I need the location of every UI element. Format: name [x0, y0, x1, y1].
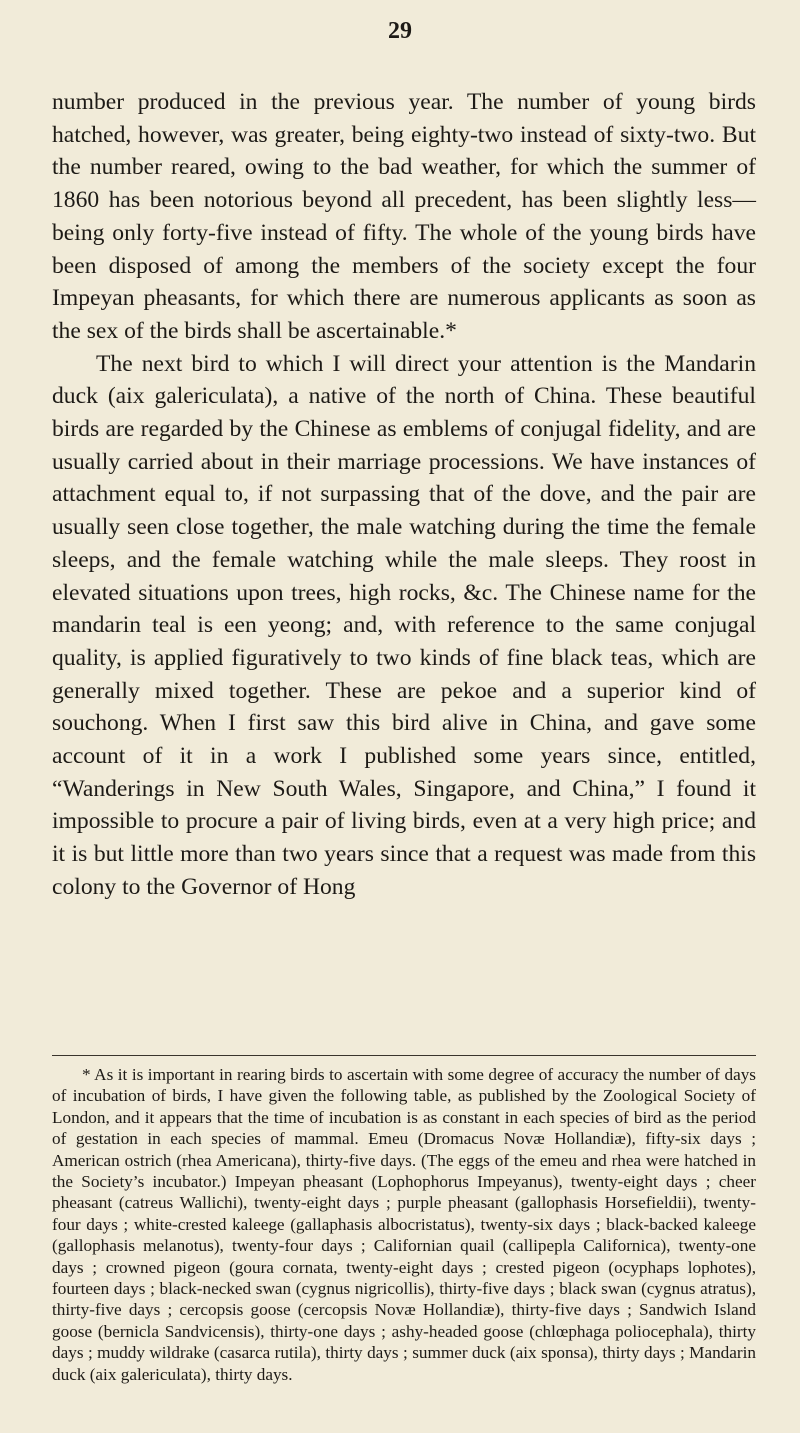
- footnote-divider: [52, 1055, 756, 1056]
- paragraph-2: The next bird to which I will direct your attention is the Mandarin duck (aix galericulata), a native of the north of China. These beautiful birds are regarded by the Chinese as emblems of conjugal fidelity, and are usually carried about in their marriage processions. We have instances of attachment equal to, if not surpassing that of the dove, and the pair are usually seen close together, the male watching during the time the female sleeps, and the female watching while the male sleeps. They roost in elevated situations upon trees, high rocks, &c. The Chinese name for the mandarin teal is een yeong; and, with reference to the same conjugal quality, is applied figuratively to two kinds of fine black teas, which are generally mixed together. These are pekoe and a superior kind of souchong. When I first saw this bird alive in China, and gave some account of it in a work I published some years since, entitled, “Wanderings in New South Wales, Singapore, and China,” I found it impossible to procure a pair of living birds, even at a very high price; and it is but little more than two years since that a request was made from this colony to the Governor of Hong: [52, 350, 756, 900]
- paragraph-1: number produced in the previous year. The number of young birds hatched, however, was greater, being eighty-two instead of sixty-two. But the number reared, owing to the bad weather, for which the summer of 1860 has been notorious beyond all precedent, has been slightly less—being only forty-five instead of fifty. The whole of the young birds have been disposed of among the members of the society except the four Impeyan pheasants, for which there are numerous applicants as soon as the sex of the birds shall be ascertainable.*: [52, 89, 756, 344]
- footnote: [52, 1064, 756, 1385]
- footnote-text: * As it is important in rearing birds to ascertain with some degree of accuracy the number of days of incubation of birds, I have given the following table, as published by the Zoological Society of London, and it appears that the time of incubation is as constant in each species of bird as the period of gestation in each species of mammal. Emeu (Dromacus Novæ Hollandiæ), fifty-six days ; American ostrich (rhea Americana), thirty-five days. (The eggs of the emeu and rhea were hatched in the Society’s incubator.) Impeyan pheasant (Lophophorus Impeyanus), twenty-eight days ; cheer pheasant (catreus Wallichi), twenty-eight days ; purple pheasant (gallophasis Horsefieldii), twenty-four days ; white-crested kaleege (gallaphasis albocristatus), twenty-six days ; black-backed kaleege (gallophasis melanotus), twenty-four days ; Californian quail (callipepla Californica), twenty-one days ; crowned pigeon (goura cornata, twenty-eight days ; crested pigeon (ocyphaps lophotes), fourteen days ; black-necked swan (cygnus nigricollis), thirty-five days ; black swan (cygnus atratus), thirty-five days ; cercopsis goose (cercopsis Novæ Hollandiæ), thirty-five days ; Sandwich Island goose (bernicla Sandvicensis), thirty-one days ; ashy-headed goose (chlœphaga poliocephala), thirty days ; muddy wildrake (casarca rutila), thirty days ; summer duck (aix sponsa), thirty days ; Mandarin duck (aix galericulata), thirty days.: [52, 1065, 756, 1384]
- page-number: 29: [388, 18, 412, 44]
- body-text: [52, 86, 756, 904]
